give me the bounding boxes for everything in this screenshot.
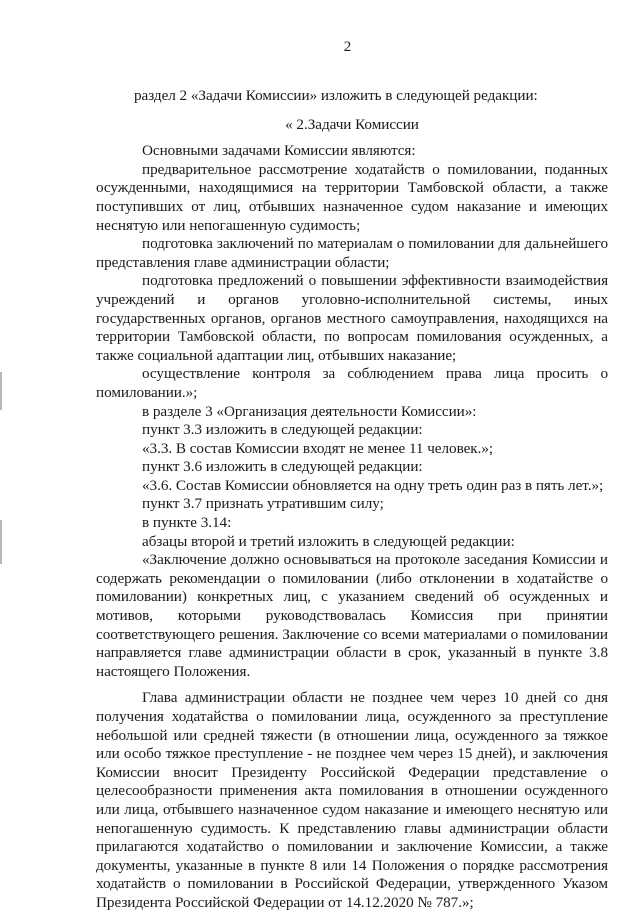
page-number: 2 xyxy=(343,39,352,55)
paragraph: пункт 3.7 признать утратившим силу; xyxy=(142,495,384,513)
paragraph: абзацы второй и третий изложить в следующей редакции: xyxy=(142,532,515,550)
paragraph: «3.6. Состав Комиссии обновляется на одну треть один раз в пять лет.»; xyxy=(142,476,604,494)
paragraph: Основными задачами Комиссии являются: xyxy=(142,142,416,160)
paragraph: «Заключение должно основываться на протоколе заседания Комиссии и содержать рекомендации о помиловании (либо отклонении в ходатайстве о помиловании) конкретных лиц, с указанием сведений об осужденных и мотивов, которыми руководствовалась Комиссия при принятии соответствующего решения. Заключение со всеми материалами о помиловании направляется главе администрации области в срок, указанный в пункте 3.8 настоящего Положения. xyxy=(96,551,608,680)
paragraph: Глава администрации области не позднее чем через 10 дней со дня получения ходатайства о помиловании лица, осужденного за преступление небольшой или средней тяжести (в отношении лица, осужденного за тяжкое или особо тяжкое преступление - не позднее чем через 15 дней), и заключения Комиссии вносит Президенту Российской Федерации представление о целесообразности применения акта помилования в отношении осужденного или лица, отбывшего назначенное судом наказание и имеющего неснятую или непогашенную судимость. К представлению главы администрации области прилагаются ходатайство о помиловании и заключение Комиссии, а также документы, указанные в пункте 8 или 14 Положения о порядке рассмотрения ходатайств о помиловании в Российской Федерации, утвержденного Указом Президента Российской Федерации от 14.12.2020 № 787.»; xyxy=(96,689,608,911)
scan-edge-mark xyxy=(0,372,2,410)
paragraph: предварительное рассмотрение ходатайств о помиловании, поданных осужденными, находящимися на территории Тамбовской области, а также поступивших от лиц, отбывших назначенное судом наказание и имеющих неснятую или непогашенную судимость; xyxy=(96,160,608,234)
section-heading: « 2.Задачи Комиссии xyxy=(285,115,419,133)
paragraph: в разделе 3 «Организация деятельности Комиссии»: xyxy=(142,402,477,420)
paragraph: пункт 3.3 изложить в следующей редакции: xyxy=(142,421,423,439)
paragraph: осуществление контроля за соблюдением права лица просить о помиловании.»; xyxy=(96,365,608,401)
scan-edge-mark xyxy=(0,520,2,564)
paragraph: подготовка предложений о повышении эффективности взаимодействия учреждений и органов уголовно-исполнительной системы, иных государственных органов, органов местного самоуправления, находящихся на территории Тамбовской области, по вопросам помилования осужденных, а также социальной адаптации лиц, отбывших наказание; xyxy=(96,272,608,364)
paragraph: пункт 3.6 изложить в следующей редакции: xyxy=(142,458,423,476)
paragraph: в пункте 3.14: xyxy=(142,514,232,532)
paragraph: раздел 2 «Задачи Комиссии» изложить в следующей редакции: xyxy=(134,87,538,104)
paragraph: подготовка заключений по материалам о помиловании для дальнейшего представления главе администрации области; xyxy=(96,235,608,271)
paragraph: «3.3. В состав Комиссии входят не менее 11 человек.»; xyxy=(142,439,494,457)
document-body xyxy=(96,87,608,913)
